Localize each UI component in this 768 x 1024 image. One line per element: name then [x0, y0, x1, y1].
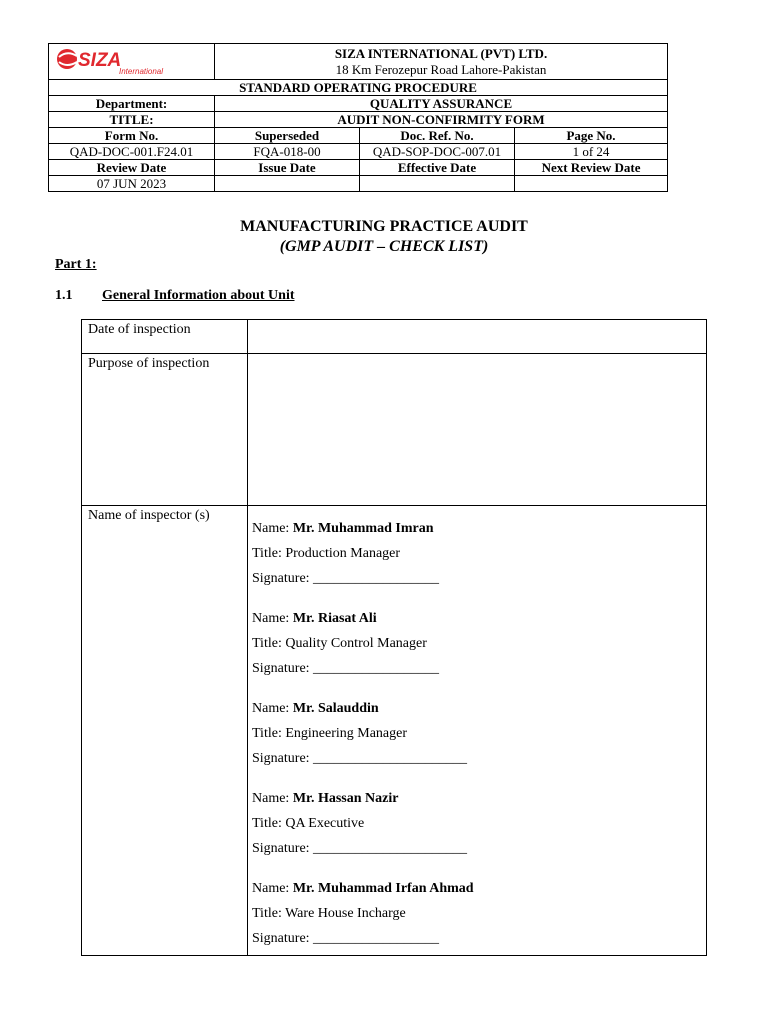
inspector-block: [252, 696, 467, 771]
general-info-table: [81, 319, 707, 956]
next-review-date-value: [515, 176, 668, 192]
inspector-signature-line[interactable]: Signature: __________________: [252, 931, 440, 946]
sop-heading: STANDARD OPERATING PROCEDURE: [49, 80, 668, 96]
inspector-title-line: [252, 811, 467, 836]
form-no-header: Form No.: [49, 128, 215, 144]
page-no-value: 1 of 24: [515, 144, 668, 160]
inspector-title-line: [252, 721, 467, 746]
inspectors-cell: [248, 506, 707, 956]
next-review-date-header: Next Review Date: [515, 160, 668, 176]
inspector-name: Mr. Salauddin: [292, 701, 379, 716]
title-prefix: Title:: [252, 636, 286, 651]
title-value: AUDIT NON-CONFIRMITY FORM: [215, 112, 668, 128]
inspector-name: Mr. Riasat Ali: [292, 611, 377, 626]
superseded-header: Superseded: [215, 128, 360, 144]
company-info: [215, 44, 668, 80]
inspector-title-line: [252, 901, 474, 926]
inspector-name: Mr. Muhammad Imran: [292, 521, 434, 536]
document-header-table: [48, 43, 668, 192]
department-value: QUALITY ASSURANCE: [215, 96, 668, 112]
document-title: MANUFACTURING PRACTICE AUDIT: [240, 218, 528, 235]
name-prefix: Name:: [252, 881, 293, 896]
inspector-signature-line[interactable]: Signature: __________________: [252, 571, 440, 586]
inspector-name-line: [252, 606, 439, 631]
issue-date-value: [215, 176, 360, 192]
inspector-title: Quality Control Manager: [285, 636, 427, 651]
title-prefix: Title:: [252, 906, 286, 921]
part-heading: Part 1:: [55, 257, 97, 272]
inspector-name-line: [252, 876, 474, 901]
date-of-inspection-field[interactable]: [248, 320, 707, 354]
inspector-block: [252, 786, 467, 861]
inspector-name-line: [252, 786, 467, 811]
inspector-title-line: [252, 631, 439, 656]
inspector-title: Ware House Incharge: [285, 906, 406, 921]
section-title: General Information about Unit: [102, 288, 295, 303]
name-prefix: Name:: [252, 611, 293, 626]
inspector-block: [252, 876, 474, 951]
inspectors-label: Name of inspector (s): [82, 506, 248, 956]
company-logo: [49, 44, 215, 80]
name-prefix: Name:: [252, 791, 293, 806]
review-date-value: 07 JUN 2023: [49, 176, 215, 192]
effective-date-value: [360, 176, 515, 192]
title-prefix: Title:: [252, 546, 286, 561]
title-prefix: Title:: [252, 816, 286, 831]
inspector-title-line: [252, 541, 439, 566]
title-label: TITLE:: [49, 112, 215, 128]
inspector-signature-line[interactable]: Signature: ______________________: [252, 751, 468, 766]
logo-subtext: International: [119, 67, 164, 76]
review-date-header: Review Date: [49, 160, 215, 176]
page-no-header: Page No.: [515, 128, 668, 144]
siza-logo-icon: [51, 44, 171, 76]
company-address: 18 Km Ferozepur Road Lahore-Pakistan: [335, 61, 547, 77]
issue-date-header: Issue Date: [215, 160, 360, 176]
name-prefix: Name:: [252, 701, 293, 716]
doc-ref-header: Doc. Ref. No.: [360, 128, 515, 144]
name-prefix: Name:: [252, 521, 293, 536]
inspector-block: [252, 516, 439, 591]
document-subtitle: (GMP AUDIT – CHECK LIST): [279, 238, 489, 255]
inspector-title: QA Executive: [285, 816, 365, 831]
logo-wordmark: SIZA: [78, 50, 122, 71]
inspector-block: [252, 606, 439, 681]
company-name: SIZA INTERNATIONAL (PVT) LTD.: [334, 45, 548, 61]
inspector-name: Mr. Hassan Nazir: [292, 791, 399, 806]
doc-ref-value: QAD-SOP-DOC-007.01: [360, 144, 515, 160]
effective-date-header: Effective Date: [360, 160, 515, 176]
inspector-name: Mr. Muhammad Irfan Ahmad: [292, 881, 474, 896]
inspector-title: Engineering Manager: [285, 726, 408, 741]
department-label: Department:: [49, 96, 215, 112]
title-prefix: Title:: [252, 726, 286, 741]
section-number: 1.1: [55, 288, 73, 303]
purpose-of-inspection-label: Purpose of inspection: [82, 354, 248, 506]
inspector-signature-line[interactable]: Signature: ______________________: [252, 841, 468, 856]
inspector-signature-line[interactable]: Signature: __________________: [252, 661, 440, 676]
inspector-name-line: [252, 516, 439, 541]
date-of-inspection-label: Date of inspection: [82, 320, 248, 354]
superseded-value: FQA-018-00: [215, 144, 360, 160]
inspector-title: Production Manager: [285, 546, 401, 561]
form-no-value: QAD-DOC-001.F24.01: [49, 144, 215, 160]
inspector-name-line: [252, 696, 467, 721]
purpose-of-inspection-field[interactable]: [248, 354, 707, 506]
